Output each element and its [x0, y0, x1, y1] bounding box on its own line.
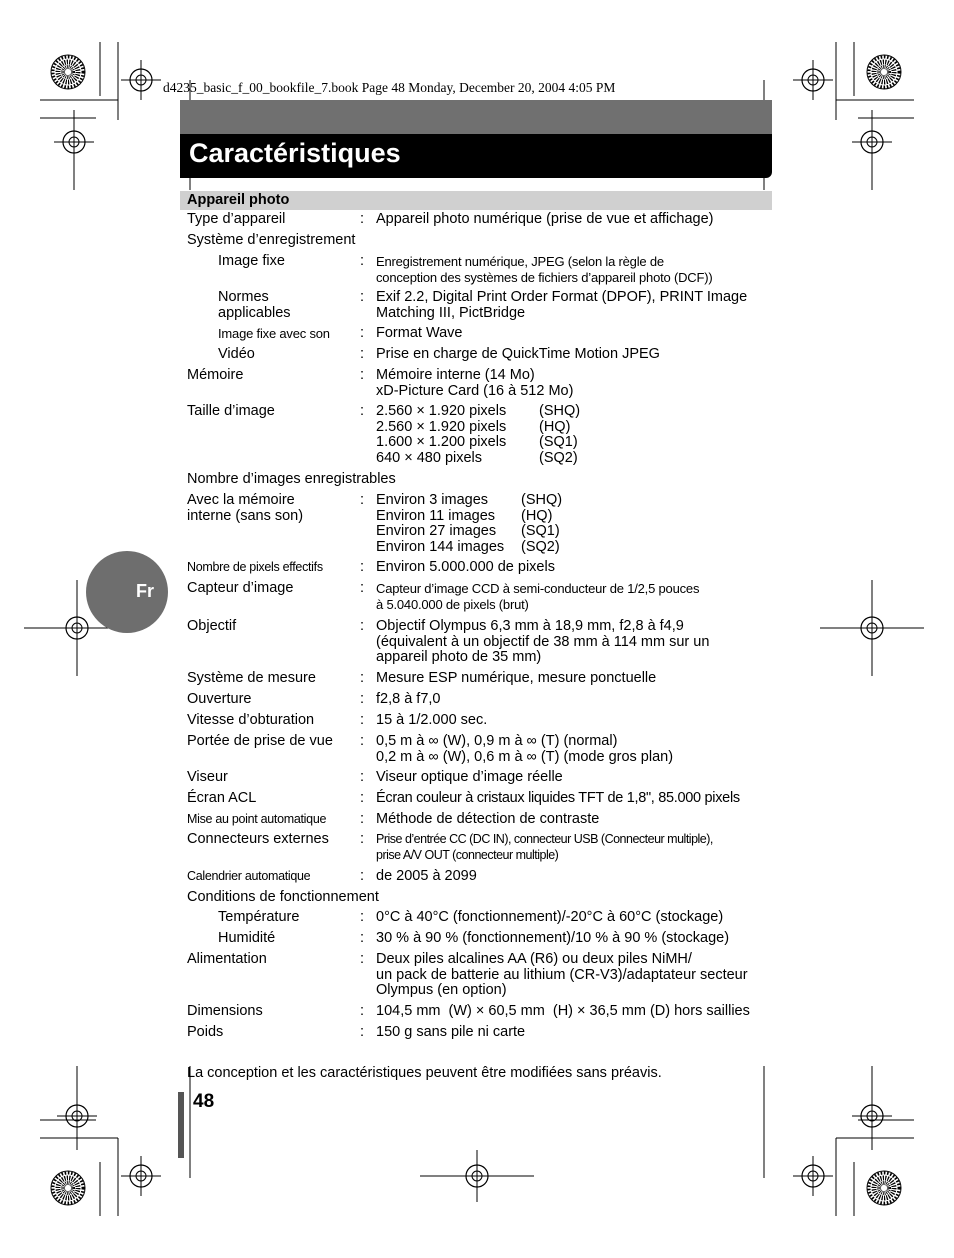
spec-value	[376, 619, 709, 666]
language-label: Fr	[136, 581, 154, 601]
spec-value	[376, 347, 660, 363]
title-band	[180, 100, 772, 134]
spec-label	[218, 290, 291, 321]
page-number: 48	[193, 1091, 215, 1112]
spec-label: Connecteurs externes	[187, 831, 329, 847]
value-line: 15 à 1/2.000 sec.	[376, 712, 488, 728]
value-line: de 2005 à 2099	[376, 868, 477, 884]
spec-label: Objectif	[187, 618, 237, 634]
colon: :	[360, 253, 365, 269]
size: 2.560 × 1.920 pixels	[376, 403, 507, 419]
colon: :	[360, 951, 365, 967]
value-line: Enregistrement numérique, JPEG (selon la règle de	[376, 254, 664, 269]
spec-value	[376, 1004, 750, 1020]
spec-label: Humidité	[218, 930, 276, 946]
count: Environ 3 images	[376, 492, 489, 508]
value-line: Olympus (en option)	[376, 982, 507, 999]
value-line: Mémoire interne (14 Mo)	[376, 367, 535, 383]
colon: :	[360, 831, 365, 847]
spec-value	[376, 791, 740, 807]
colon: :	[360, 712, 365, 728]
colon: :	[360, 403, 365, 419]
colon: :	[360, 868, 365, 884]
spec-label: Écran ACL	[187, 790, 257, 806]
colon: :	[360, 346, 365, 362]
count: Environ 144 images	[376, 538, 505, 555]
mode: (SQ2)	[539, 449, 578, 466]
value-line	[376, 493, 562, 509]
page-number-bar	[178, 1092, 184, 1158]
spec-value	[376, 910, 723, 926]
spec-value	[376, 368, 573, 399]
spec-label: Vidéo	[218, 346, 255, 362]
value-line: Prise d’entrée CC (DC IN), connecteur USB (Connecteur multiple),	[376, 832, 713, 846]
value-line	[376, 524, 562, 540]
colon: :	[360, 811, 365, 827]
spec-value	[376, 404, 580, 466]
spec-value	[376, 254, 712, 285]
value-line: à 5.040.000 de pixels (brut)	[376, 596, 529, 612]
spec-label: Ouverture	[187, 691, 252, 707]
spec-value	[376, 493, 562, 555]
spec-label: Capteur d’image	[187, 580, 294, 596]
value-line: Écran couleur à cristaux liquides TFT de 1,8", 85.000 pixels	[376, 790, 740, 806]
colon: :	[360, 733, 365, 749]
value-line: 0,2 m à ∞ (W), 0,6 m à ∞ (T) (mode gros plan)	[376, 748, 674, 765]
print-header: d4235_basic_f_00_bookfile_7.book Page 48 Monday, December 20, 2004 4:05 PM	[163, 80, 616, 95]
mode: (SQ1)	[521, 523, 560, 540]
spec-label: Image fixe	[218, 253, 285, 269]
mode: (SQ2)	[521, 538, 560, 555]
value-line: conception des systèmes de fichiers d’appareil photo (DCF))	[376, 269, 713, 285]
colon: :	[360, 1024, 365, 1040]
colon: :	[360, 492, 365, 508]
colon: :	[360, 769, 365, 785]
colon: :	[360, 289, 365, 305]
colon: :	[360, 691, 365, 707]
spec-value	[376, 770, 563, 786]
spec-label: Taille d’image	[187, 403, 275, 419]
spec-value	[376, 692, 441, 708]
spec-value	[376, 931, 729, 947]
mode: (SQ1)	[539, 434, 578, 451]
value-line: Mesure ESP numérique, mesure ponctuelle	[376, 670, 657, 686]
language-tab	[86, 551, 168, 633]
value-line: Deux piles alcalines AA (R6) ou deux piles NiMH/	[376, 951, 692, 967]
mode: (SHQ)	[539, 403, 581, 419]
spec-label: Nombre de pixels effectifs	[187, 560, 323, 574]
colon: :	[360, 790, 365, 806]
value-line	[376, 435, 580, 451]
spec-value	[376, 560, 555, 576]
spec-label: Conditions de fonctionnement	[187, 889, 379, 905]
spec-label: Poids	[187, 1024, 224, 1040]
spec-value	[376, 581, 699, 612]
spec-value	[376, 812, 599, 828]
spec-label: Portée de prise de vue	[187, 733, 333, 749]
value-line	[376, 404, 580, 420]
spec-value	[376, 671, 656, 687]
value-line: f2,8 à f7,0	[376, 691, 441, 707]
spec-value	[376, 734, 673, 765]
value-line: 150 g sans pile ni carte	[376, 1024, 526, 1040]
spec-label	[187, 493, 303, 524]
value-line: Format Wave	[376, 325, 463, 341]
colon: :	[360, 930, 365, 946]
spec-label: Calendrier automatique	[187, 869, 311, 883]
label-line: interne (sans son)	[187, 507, 304, 524]
footnote: La conception et les caractéristiques peuvent être modifiées sans préavis.	[187, 1065, 662, 1081]
spec-label: Mémoire	[187, 367, 244, 383]
value-line: Environ 5.000.000 de pixels	[376, 559, 555, 575]
colon: :	[360, 670, 365, 686]
colon: :	[360, 559, 365, 575]
mode: (HQ)	[539, 418, 571, 435]
count: Environ 11 images	[376, 507, 496, 524]
size: 1.600 × 1.200 pixels	[376, 434, 507, 451]
value-line: Appareil photo numérique (prise de vue et affichage)	[376, 211, 714, 227]
value-line: 30 % à 90 % (fonctionnement)/10 % à 90 % (stockage)	[376, 930, 730, 946]
section-header	[180, 191, 772, 210]
value-line	[376, 540, 562, 556]
spec-label: Dimensions	[187, 1003, 263, 1019]
spec-label: Vitesse d’obturation	[187, 712, 315, 728]
value-line	[376, 509, 562, 525]
colon: :	[360, 1003, 365, 1019]
spec-value	[376, 952, 748, 999]
spec-label: Nombre d’images enregistrables	[187, 471, 396, 487]
spec-value	[376, 212, 713, 228]
spec-label: Température	[218, 909, 300, 925]
value-line: un pack de batterie au lithium (CR-V3)/adaptateur secteur	[376, 966, 748, 983]
mode: (HQ)	[521, 507, 553, 524]
section-title: Appareil photo	[187, 192, 290, 208]
value-line: 104,5 mm (W) × 60,5 mm (H) × 36,5 mm (D) hors saillies	[376, 1003, 750, 1019]
spec-label: Système de mesure	[187, 670, 316, 686]
value-line: Viseur optique d’image réelle	[376, 769, 563, 785]
colon: :	[360, 909, 365, 925]
spec-label: Type d’appareil	[187, 211, 286, 227]
value-line: appareil photo de 35 mm)	[376, 649, 542, 666]
colon: :	[360, 325, 365, 341]
spec-value	[376, 832, 713, 863]
value-line: Prise en charge de QuickTime Motion JPEG	[376, 346, 660, 362]
spec-label: Viseur	[187, 769, 228, 785]
spec-label: Alimentation	[187, 951, 267, 967]
mode: (SHQ)	[521, 492, 563, 508]
count: Environ 27 images	[376, 523, 497, 540]
colon: :	[360, 618, 365, 634]
size: 640 × 480 pixels	[376, 449, 483, 466]
value-line: (équivalent à un objectif de 38 mm à 114 mm sur un	[376, 633, 710, 650]
page-title: Caractéristiques	[189, 138, 401, 168]
spec-value	[376, 326, 462, 342]
spec-label: Système d’enregistrement	[187, 232, 356, 248]
spec-value	[376, 290, 747, 321]
label-line: Normes	[218, 289, 269, 305]
value-line	[376, 420, 580, 436]
value-line: Méthode de détection de contraste	[376, 811, 600, 827]
value-line: Matching III, PictBridge	[376, 304, 526, 321]
spec-value	[376, 713, 487, 729]
label-line: applicables	[218, 304, 291, 321]
value-line: Exif 2.2, Digital Print Order Format (DPOF), PRINT Image	[376, 289, 748, 305]
value-line	[376, 451, 580, 467]
label-line: Avec la mémoire	[187, 492, 295, 508]
value-line: 0,5 m à ∞ (W), 0,9 m à ∞ (T) (normal)	[376, 733, 618, 749]
size: 2.560 × 1.920 pixels	[376, 418, 507, 435]
value-line: prise A/V OUT (connecteur multiple)	[376, 847, 559, 862]
spec-label: Mise au point automatique	[187, 812, 327, 826]
colon: :	[360, 580, 365, 596]
value-line: xD-Picture Card (16 à 512 Mo)	[376, 382, 574, 399]
colon: :	[360, 367, 365, 383]
spec-value	[376, 1025, 525, 1041]
value-line: Objectif Olympus 6,3 mm à 18,9 mm, f2,8 à f4,9	[376, 618, 684, 634]
value-line: 0°C à 40°C (fonctionnement)/-20°C à 60°C (stockage)	[376, 909, 724, 925]
colon: :	[360, 211, 365, 227]
value-line: Capteur d’image CCD à semi-conducteur de 1/2,5 pouces	[376, 581, 700, 596]
spec-label: Image fixe avec son	[218, 326, 330, 341]
spec-value	[376, 869, 477, 885]
